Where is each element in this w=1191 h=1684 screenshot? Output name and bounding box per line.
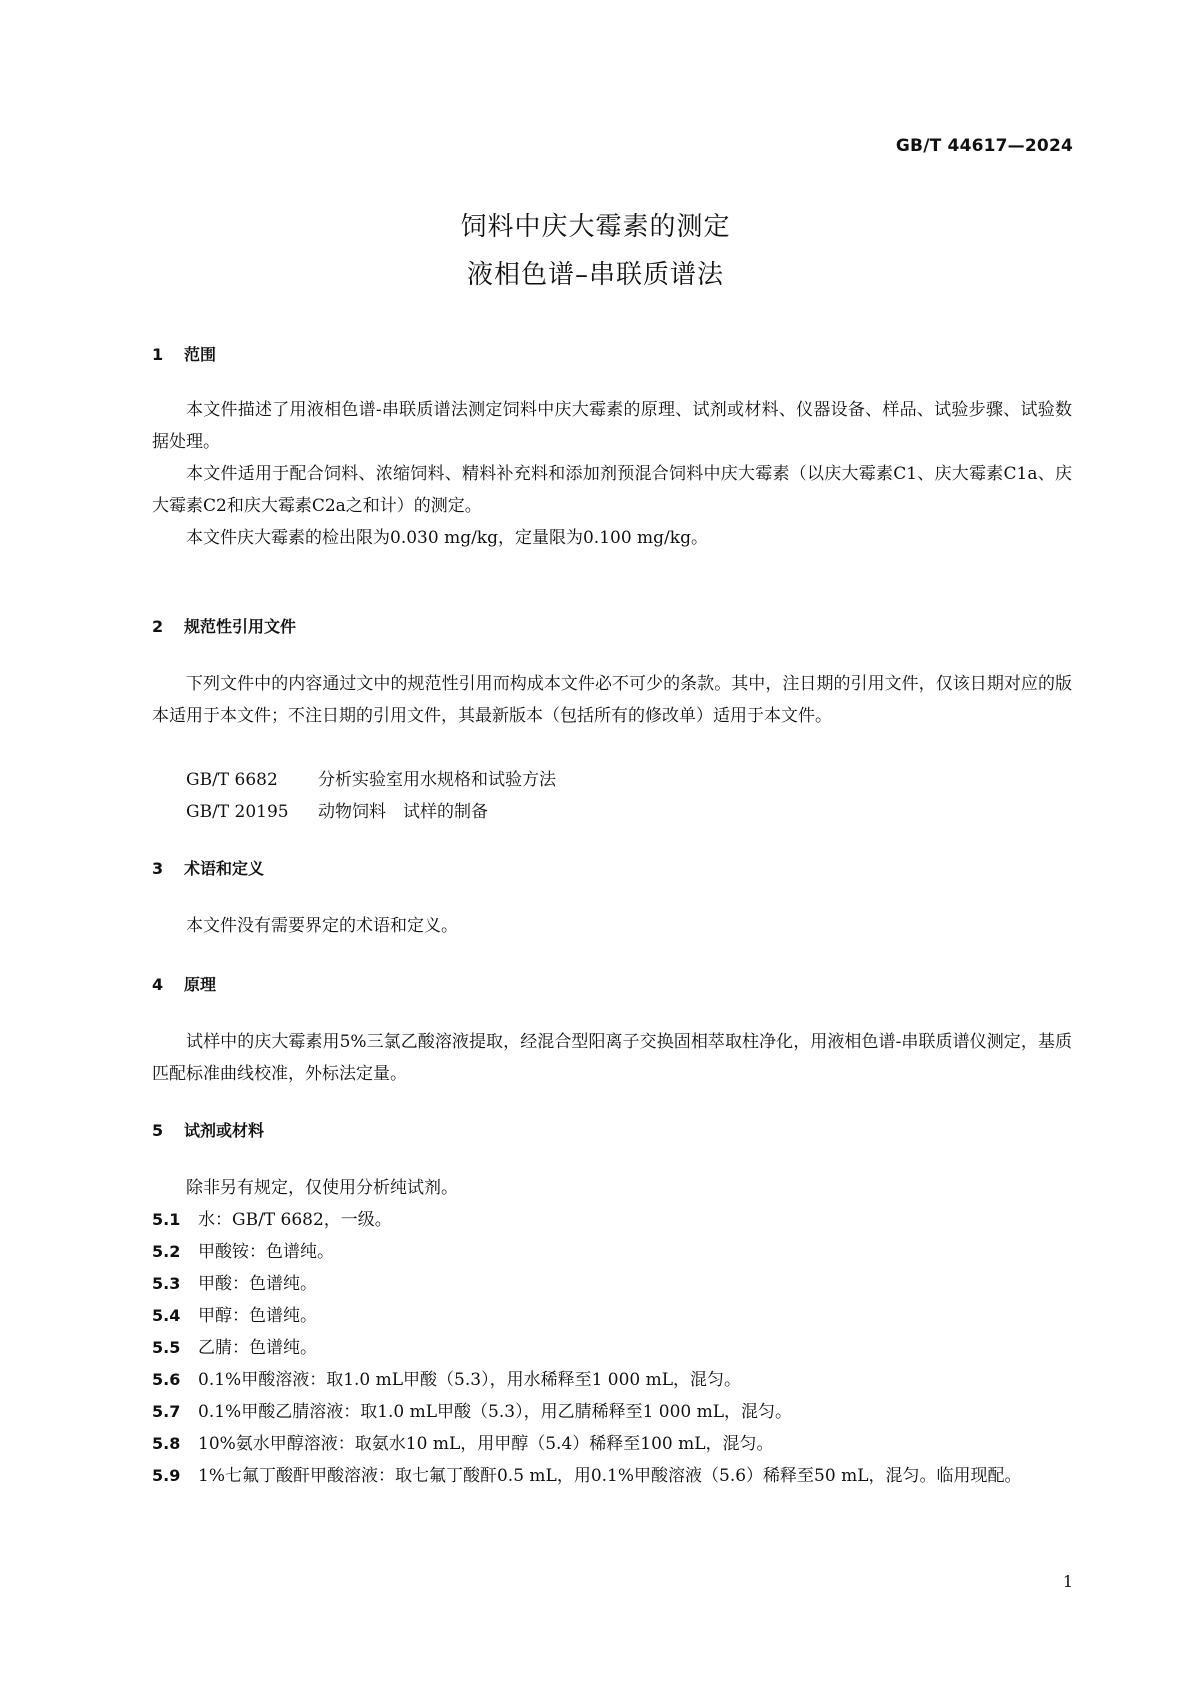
- normative-reference: [186, 764, 556, 796]
- section-1-paragraph-1: 本文件描述了用液相色谱-串联质谱法测定饲料中庆大霉素的原理、试剂或材料、仪器设备、样品、试验步骤、试验数据处理。: [152, 400, 1072, 452]
- normative-reference: [186, 796, 488, 828]
- section-title: 术语和定义: [184, 859, 265, 878]
- item-text: 甲酸：色谱纯。: [198, 1274, 317, 1294]
- section-number: 1: [152, 345, 164, 364]
- section-5-paragraph-1: 除非另有规定，仅使用分析纯试剂。: [186, 1178, 458, 1198]
- item-number: 5.4: [152, 1306, 181, 1325]
- item-text: 甲醇：色谱纯。: [198, 1306, 317, 1326]
- section-3-paragraph-1: 本文件没有需要界定的术语和定义。: [186, 916, 458, 936]
- item-number: 5.3: [152, 1274, 181, 1293]
- item-number: 5.7: [152, 1402, 181, 1421]
- document-title-line-1: 饲料中庆大霉素的测定: [460, 212, 731, 242]
- section-number: 5: [152, 1121, 164, 1140]
- list-item: [152, 1268, 1072, 1300]
- section-title: 规范性引用文件: [184, 617, 297, 636]
- reference-title: 动物饲料 试样的制备: [318, 802, 488, 822]
- list-item: [152, 1204, 1072, 1236]
- standard-code: GB/T 44617—2024: [895, 136, 1073, 156]
- item-number: 5.9: [152, 1466, 181, 1485]
- item-text: 乙腈：色谱纯。: [198, 1338, 317, 1358]
- reference-code: GB/T 6682: [186, 770, 278, 790]
- section-title: 范围: [184, 345, 217, 364]
- item-number: 5.8: [152, 1434, 181, 1453]
- section-5-heading: [152, 1118, 264, 1141]
- item-text: 水：GB/T 6682，一级。: [198, 1210, 392, 1230]
- section-2-paragraph-1: 下列文件中的内容通过文中的规范性引用而构成本文件必不可少的条款。其中，注日期的引用文件，仅该日期对应的版本适用于本文件；不注日期的引用文件，其最新版本（包括所有的修改单）适用于本文件。: [152, 674, 1072, 726]
- document-title-line-2: 液相色谱–串联质谱法: [466, 260, 724, 290]
- list-item: [152, 1428, 1072, 1460]
- item-number: 5.1: [152, 1210, 181, 1229]
- section-number: 2: [152, 617, 164, 636]
- item-text: 0.1%甲酸乙腈溶液：取1.0 mL甲酸（5.3），用乙腈稀释至1 000 mL，混匀。: [198, 1402, 793, 1422]
- list-item: [152, 1236, 1072, 1268]
- item-text: 0.1%甲酸溶液：取1.0 mL甲酸（5.3），用水稀释至1 000 mL，混匀。: [198, 1370, 742, 1390]
- list-item: [152, 1460, 1072, 1492]
- section-number: 4: [152, 975, 164, 994]
- item-number: 5.5: [152, 1338, 181, 1357]
- page-number: 1: [1062, 1572, 1073, 1591]
- section-2-heading: [152, 614, 296, 637]
- list-item: [152, 1396, 1072, 1428]
- section-1-paragraph-2: 本文件适用于配合饲料、浓缩饲料、精料补充料和添加剂预混合饲料中庆大霉素（以庆大霉素C1、庆大霉素C1a、庆大霉素C2和庆大霉素C2a之和计）的测定。: [152, 464, 1072, 516]
- section-1-heading: [152, 342, 216, 365]
- section-title: 原理: [184, 975, 217, 994]
- item-text: 甲酸铵：色谱纯。: [198, 1242, 334, 1262]
- item-number: 5.2: [152, 1242, 181, 1261]
- list-item: [152, 1364, 1072, 1396]
- reference-code: GB/T 20195: [186, 802, 289, 822]
- section-number: 3: [152, 859, 164, 878]
- section-4-paragraph-1: 试样中的庆大霉素用5%三氯乙酸溶液提取，经混合型阳离子交换固相萃取柱净化，用液相色谱-串联质谱仪测定，基质匹配标准曲线校准，外标法定量。: [152, 1032, 1072, 1084]
- item-text: 10%氨水甲醇溶液：取氨水10 mL，用甲醇（5.4）稀释至100 mL，混匀。: [198, 1434, 774, 1454]
- list-item: [152, 1300, 1072, 1332]
- item-text: 1%七氟丁酸酐甲酸溶液：取七氟丁酸酐0.5 mL，用0.1%甲酸溶液（5.6）稀释至50 mL，混匀。临用现配。: [198, 1466, 1022, 1486]
- reference-title: 分析实验室用水规格和试验方法: [318, 770, 556, 790]
- section-title: 试剂或材料: [184, 1121, 265, 1140]
- item-number: 5.6: [152, 1370, 181, 1389]
- section-4-heading: [152, 972, 216, 995]
- section-3-heading: [152, 856, 264, 879]
- list-item: [152, 1332, 1072, 1364]
- section-1-paragraph-3: 本文件庆大霉素的检出限为0.030 mg/kg，定量限为0.100 mg/kg。: [186, 528, 708, 548]
